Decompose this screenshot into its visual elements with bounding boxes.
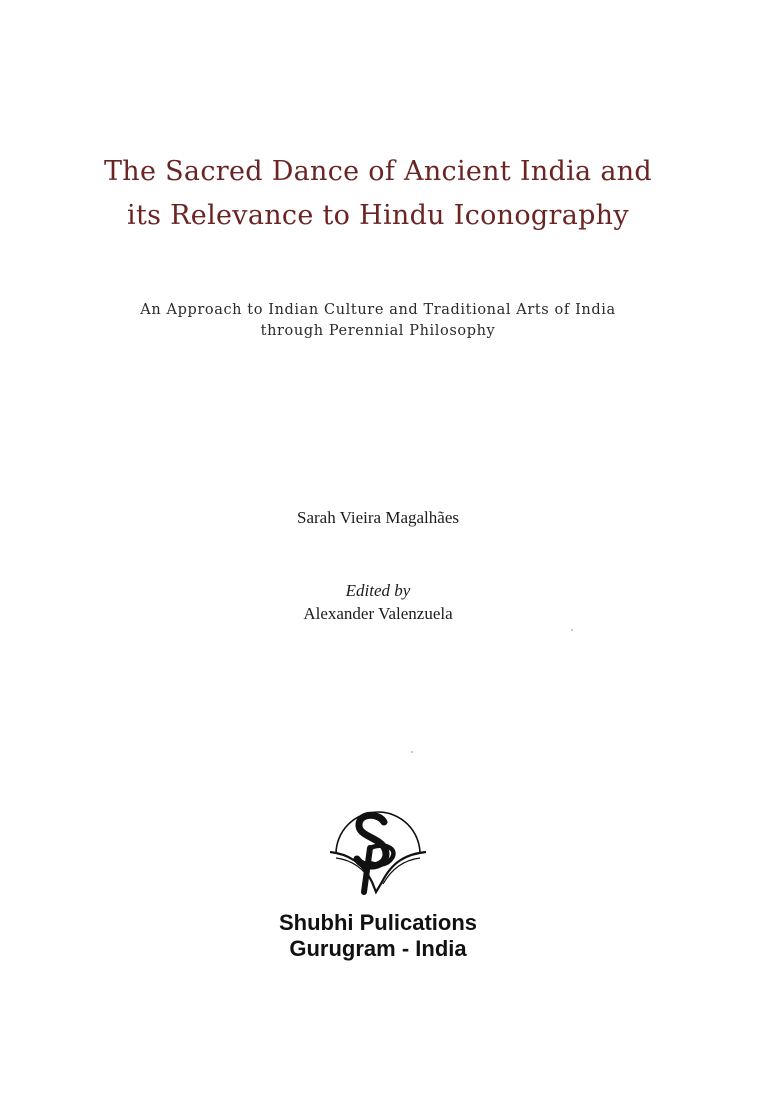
print-speck [411,751,413,753]
publisher-city: Gurugram - India [289,936,467,961]
author-name: Sarah Vieira Magalhães [297,508,459,527]
book-title-line-2: its Relevance to Hindu Iconography [127,200,629,231]
edited-by-label: Edited by [345,581,411,600]
publisher-logo-icon [326,800,430,896]
book-subtitle-line-2: through Perennial Philosophy [260,323,496,339]
book-title-line-1: The Sacred Dance of Ancient India and [103,156,653,187]
book-subtitle-line-1: An Approach to Indian Culture and Traditional Arts of India [140,302,616,318]
publisher-name: Shubhi Pulications [278,910,477,935]
editor-name: Alexander Valenzuela [303,604,453,623]
print-speck [571,629,573,631]
